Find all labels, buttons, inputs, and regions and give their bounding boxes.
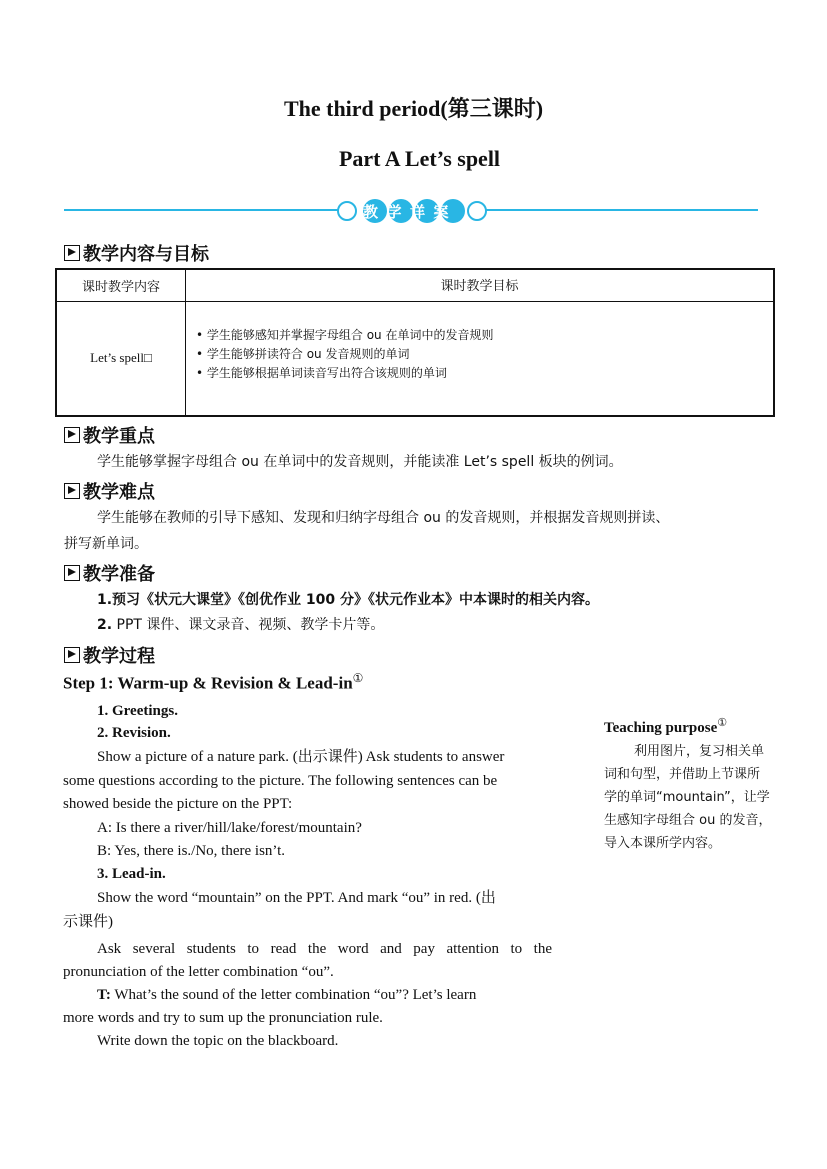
prep-item-1: 1.预习《状元大课堂》《创优作业 100 分》《状元作业本》中本课时的相关内容。 bbox=[97, 592, 600, 608]
goal-item: • 学生能够感知并掌握字母组合 ou 在单词中的发音规则 bbox=[196, 327, 494, 342]
revision-line: showed beside the picture on the PPT: bbox=[63, 796, 293, 812]
teacher-label: T: bbox=[97, 987, 111, 1003]
footnote-mark: ① bbox=[352, 671, 364, 685]
leadin-line: Show the word “mountain” on the PPT. And mark “ou” in red. (出 bbox=[97, 890, 496, 906]
greetings-heading: 1. Greetings. bbox=[97, 703, 178, 719]
teacher-line bbox=[97, 984, 552, 1007]
goal-item: • 学生能够根据单词读音写出符合该规则的单词 bbox=[196, 365, 447, 380]
goal-item: • 学生能够拼读符合 ou 发音规则的单词 bbox=[196, 346, 410, 361]
play-marker-icon bbox=[64, 245, 80, 261]
teacher-line-cont: more words and try to sum up the pronunciation rule. bbox=[63, 1010, 383, 1026]
revision-line: some questions according to the picture. The following sentences can be bbox=[63, 773, 498, 789]
section-title: 教学重点 bbox=[83, 426, 155, 447]
revision-heading: 2. Revision. bbox=[97, 725, 171, 741]
page-title: The third period(第三课时) bbox=[283, 96, 544, 121]
table-header-content: 课时教学内容 bbox=[56, 269, 186, 301]
footnote-mark: ① bbox=[717, 717, 728, 729]
table-cell-goals bbox=[186, 301, 775, 416]
blackboard-line: Write down the topic on the blackboard. bbox=[97, 1033, 339, 1049]
leadin-heading: 3. Lead-in. bbox=[97, 866, 166, 882]
dialog-line-a: A: Is there a river/hill/lake/forest/mountain? bbox=[97, 820, 362, 836]
section-key-points bbox=[64, 422, 155, 448]
difficulties-text: 学生能够在教师的引导下感知、发现和归纳字母组合 ou 的发音规则，并根据发音规则拼读、 bbox=[97, 510, 670, 526]
play-marker-icon bbox=[64, 427, 80, 443]
key-points-text: 学生能够掌握字母组合 ou 在单词中的发音规则，并能读准 Let’s spell 板块的例词。 bbox=[97, 454, 623, 470]
section-title: 教学准备 bbox=[83, 564, 155, 585]
sidebar-line: 词和句型，并借助上节课所 bbox=[604, 767, 761, 782]
sidebar-line: 导入本课所学内容。 bbox=[604, 836, 722, 851]
sidebar-line: 生感知字母组合 ou 的发音， bbox=[604, 813, 772, 828]
section-title: 教学难点 bbox=[83, 482, 155, 503]
step1-heading bbox=[63, 671, 363, 694]
section-title: 教学内容与目标 bbox=[83, 244, 209, 265]
section-process bbox=[64, 642, 155, 668]
section-difficulties bbox=[64, 478, 155, 504]
page-subtitle: Part A Let’s spell bbox=[338, 146, 501, 171]
section-content-goals bbox=[64, 240, 209, 266]
objectives-table bbox=[55, 268, 775, 417]
banner-badge bbox=[337, 198, 487, 224]
play-marker-icon bbox=[64, 565, 80, 581]
prep-item-2-num: 2. bbox=[97, 617, 113, 633]
step1-title: Step 1: Warm-up & Revision & Lead-in bbox=[63, 673, 353, 693]
play-marker-icon bbox=[64, 483, 80, 499]
leadin-line: Ask several students to read the word and pay attention to the bbox=[97, 941, 552, 957]
prep-item-2 bbox=[97, 614, 384, 637]
sidebar-title: Teaching purpose bbox=[604, 720, 718, 736]
leadin-line: pronunciation of the letter combination “ou”. bbox=[63, 964, 334, 980]
table-header-goals: 课时教学目标 bbox=[186, 269, 775, 301]
section-preparation bbox=[64, 560, 155, 586]
play-marker-icon bbox=[64, 647, 80, 663]
sidebar-line: 学的单词“mountain”，让学 bbox=[604, 790, 770, 805]
teacher-text: What’s the sound of the letter combination “ou”? Let’s learn bbox=[110, 987, 477, 1003]
prep-item-2-text: PPT 课件、课文录音、视频、教学卡片等。 bbox=[112, 617, 385, 633]
sidebar-heading bbox=[604, 716, 727, 737]
sidebar-line: 利用图片，复习相关单 bbox=[634, 744, 765, 759]
banner-line-left bbox=[64, 209, 346, 211]
section-title: 教学过程 bbox=[83, 646, 155, 667]
badge-text: 教学详案 bbox=[363, 203, 458, 221]
revision-line: Show a picture of a nature park. (出示课件) Ask students to answer bbox=[97, 749, 505, 765]
table-cell-content: Let’s spell□ bbox=[56, 301, 186, 416]
dialog-line-b: B: Yes, there is./No, there isn’t. bbox=[97, 843, 286, 859]
difficulties-text-cont: 拼写新单词。 bbox=[64, 536, 148, 552]
banner-line-right bbox=[478, 209, 758, 211]
leadin-line: 示课件) bbox=[63, 914, 113, 930]
